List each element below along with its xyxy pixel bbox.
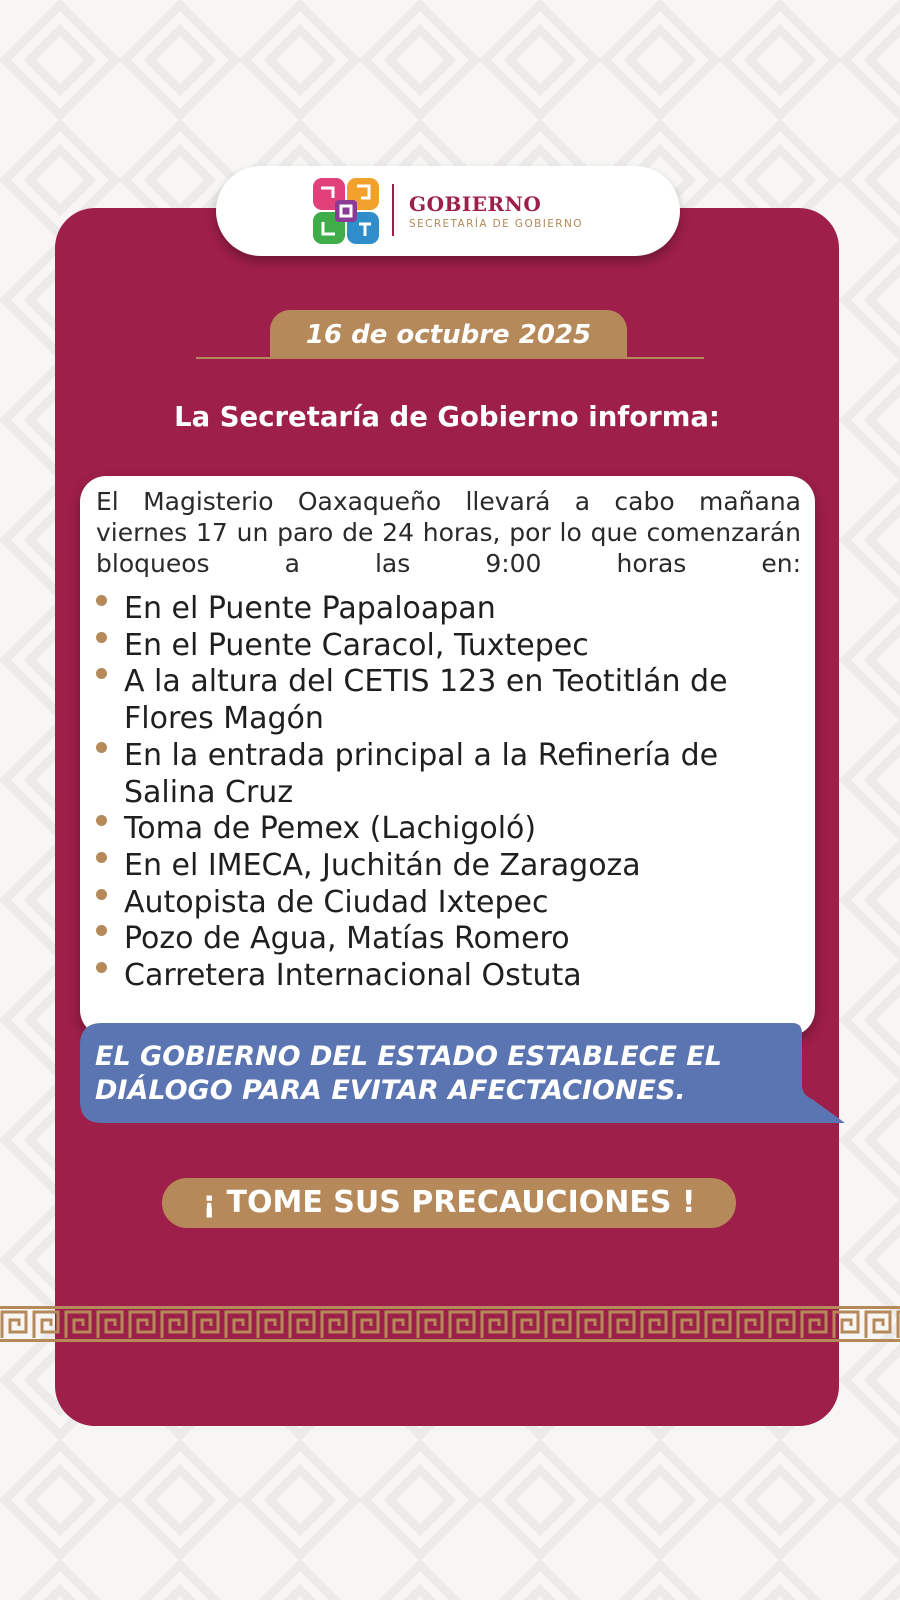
list-item	[96, 591, 806, 628]
oaxaca-government-logo-icon	[311, 176, 381, 246]
location-text: En el Puente Papaloapan	[124, 591, 496, 626]
list-item	[96, 885, 806, 922]
intro-text: El Magisterio Oaxaqueño llevará a cabo mañana viernes 17 un paro de 24 horas, por lo que comenzarán bloqueos a las 9:00 horas en:	[96, 487, 801, 578]
location-text: En el Puente Caracol, Tuxtepec	[124, 627, 589, 663]
list-item	[96, 958, 806, 995]
location-text: En la entrada principal a la Refinería de Salina Cruz	[124, 737, 719, 810]
date-label: 16 de octubre 2025	[270, 310, 627, 358]
list-item	[96, 664, 806, 737]
bullet-icon	[96, 595, 107, 606]
location-text: Pozo de Agua, Matías Romero	[124, 921, 570, 957]
bullet-icon	[96, 815, 107, 826]
location-text: En el IMECA, Juchitán de Zaragoza	[124, 847, 641, 883]
list-item	[96, 811, 806, 848]
info-box	[80, 476, 815, 1036]
logo-title: GOBIERNO	[409, 192, 542, 216]
location-text: Carretera Internacional Ostuta	[124, 958, 582, 994]
bullet-icon	[96, 632, 107, 643]
blockade-locations-list	[96, 591, 806, 995]
location-text: Toma de Pemex (Lachigoló)	[124, 811, 537, 847]
greca-border-band	[0, 1304, 900, 1344]
list-item	[96, 848, 806, 885]
list-item	[96, 628, 806, 665]
location-text: Autopista de Ciudad Ixtepec	[124, 884, 549, 920]
list-item	[96, 921, 806, 958]
dialogue-banner-text: EL GOBIERNO DEL ESTADO ESTABLECE EL DIÁLOGO PARA EVITAR AFECTACIONES.	[95, 1041, 722, 1106]
logo-header	[216, 166, 680, 256]
bullet-icon	[96, 668, 107, 679]
list-item	[96, 738, 806, 811]
bullet-icon	[96, 962, 107, 973]
dialogue-banner	[80, 1023, 845, 1123]
location-text: A la altura del CETIS 123 en Teotitlán de Flores Magón	[124, 664, 728, 737]
bullet-icon	[96, 889, 107, 900]
bullet-icon	[96, 925, 107, 936]
bullet-icon	[96, 852, 107, 863]
logo-subtitle: SECRETARÍA DE GOBIERNO	[409, 218, 583, 230]
announcement-heading: La Secretaría de Gobierno informa:	[174, 401, 720, 433]
bullet-icon	[96, 742, 107, 753]
precautions-badge: ¡ TOME SUS PRECAUCIONES !	[162, 1178, 736, 1228]
logo-divider	[392, 184, 394, 236]
